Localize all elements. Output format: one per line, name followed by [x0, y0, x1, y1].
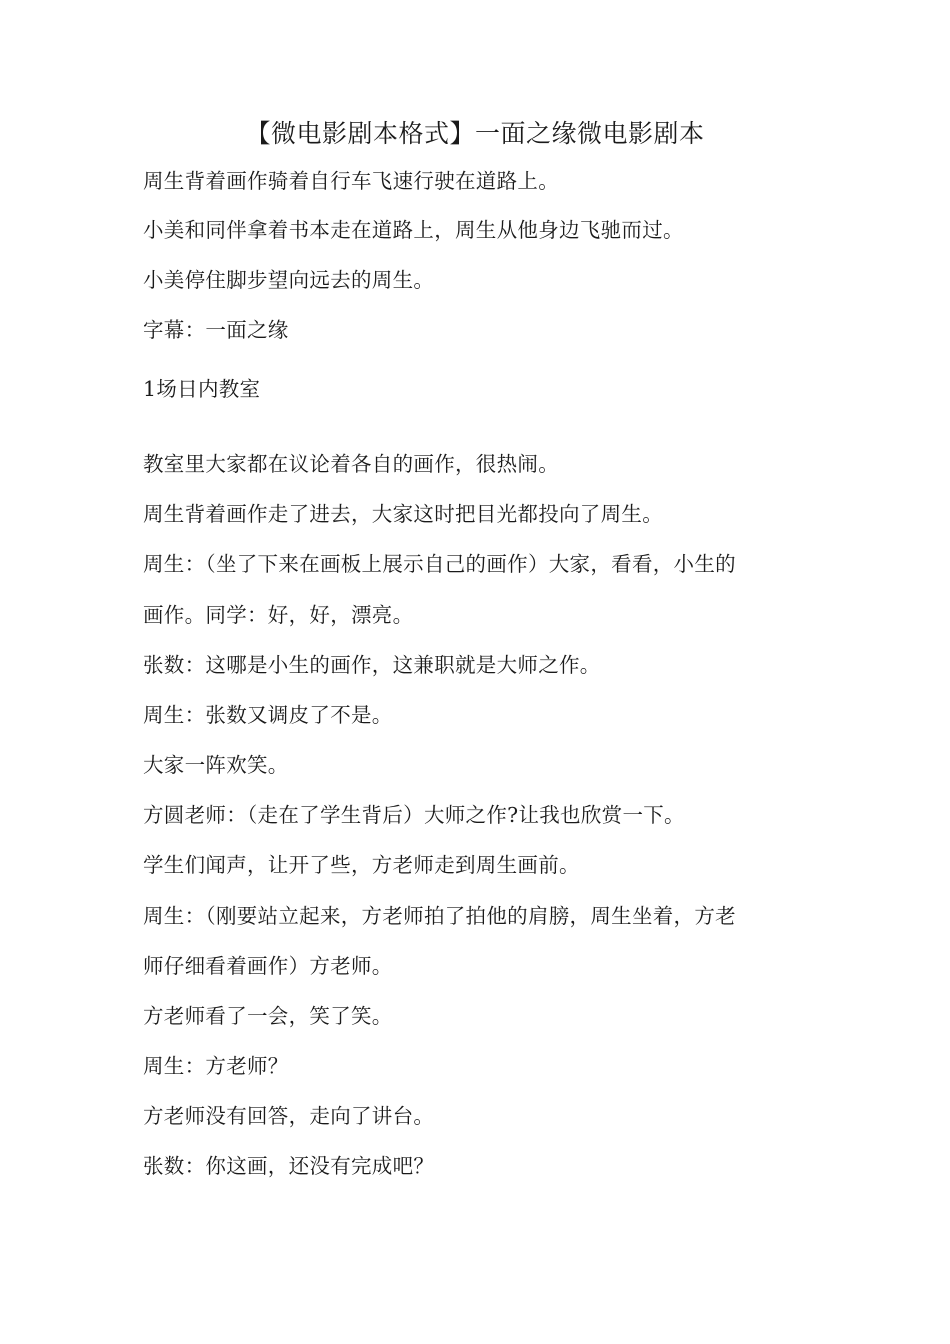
script-line: 画作。同学：好，好，漂亮。 — [143, 603, 414, 627]
script-line: 学生们闻声，让开了些，方老师走到周生画前。 — [143, 853, 580, 877]
script-line: 张数：这哪是小生的画作，这兼职就是大师之作。 — [143, 653, 601, 677]
script-line: 小美和同伴拿着书本走在道路上，周生从他身边飞驰而过。 — [143, 218, 684, 242]
script-line: 字幕：一面之缘 — [143, 318, 289, 342]
document-title: 【微电影剧本格式】一面之缘微电影剧本 — [245, 119, 705, 148]
script-line: 教室里大家都在议论着各自的画作，很热闹。 — [143, 452, 559, 476]
script-line: 方老师看了一会，笑了笑。 — [143, 1004, 393, 1028]
script-line: 小美停住脚步望向远去的周生。 — [143, 268, 435, 292]
script-line: 周生：张数又调皮了不是。 — [143, 703, 393, 727]
script-line: 张数：你这画，还没有完成吧？ — [143, 1154, 435, 1178]
script-line: 周生：方老师？ — [143, 1054, 289, 1078]
script-line: 大家一阵欢笑。 — [143, 753, 289, 777]
script-line: 周生：（刚要站立起来，方老师拍了拍他的肩膀，周生坐着，方老 — [143, 904, 736, 928]
script-line: 方老师没有回答，走向了讲台。 — [143, 1104, 435, 1128]
script-line: 周生背着画作骑着自行车飞速行驶在道路上。 — [143, 169, 559, 193]
script-line: 师仔细看着画作）方老师。 — [143, 954, 393, 978]
script-line: 周生：（坐了下来在画板上展示自己的画作）大家，看看，小生的 — [143, 552, 736, 576]
script-line: 周生背着画作走了进去，大家这时把目光都投向了周生。 — [143, 502, 663, 526]
scene-heading: 1场日内教室 — [143, 377, 261, 401]
script-line: 方圆老师：（走在了学生背后）大师之作?让我也欣赏一下。 — [143, 803, 685, 827]
